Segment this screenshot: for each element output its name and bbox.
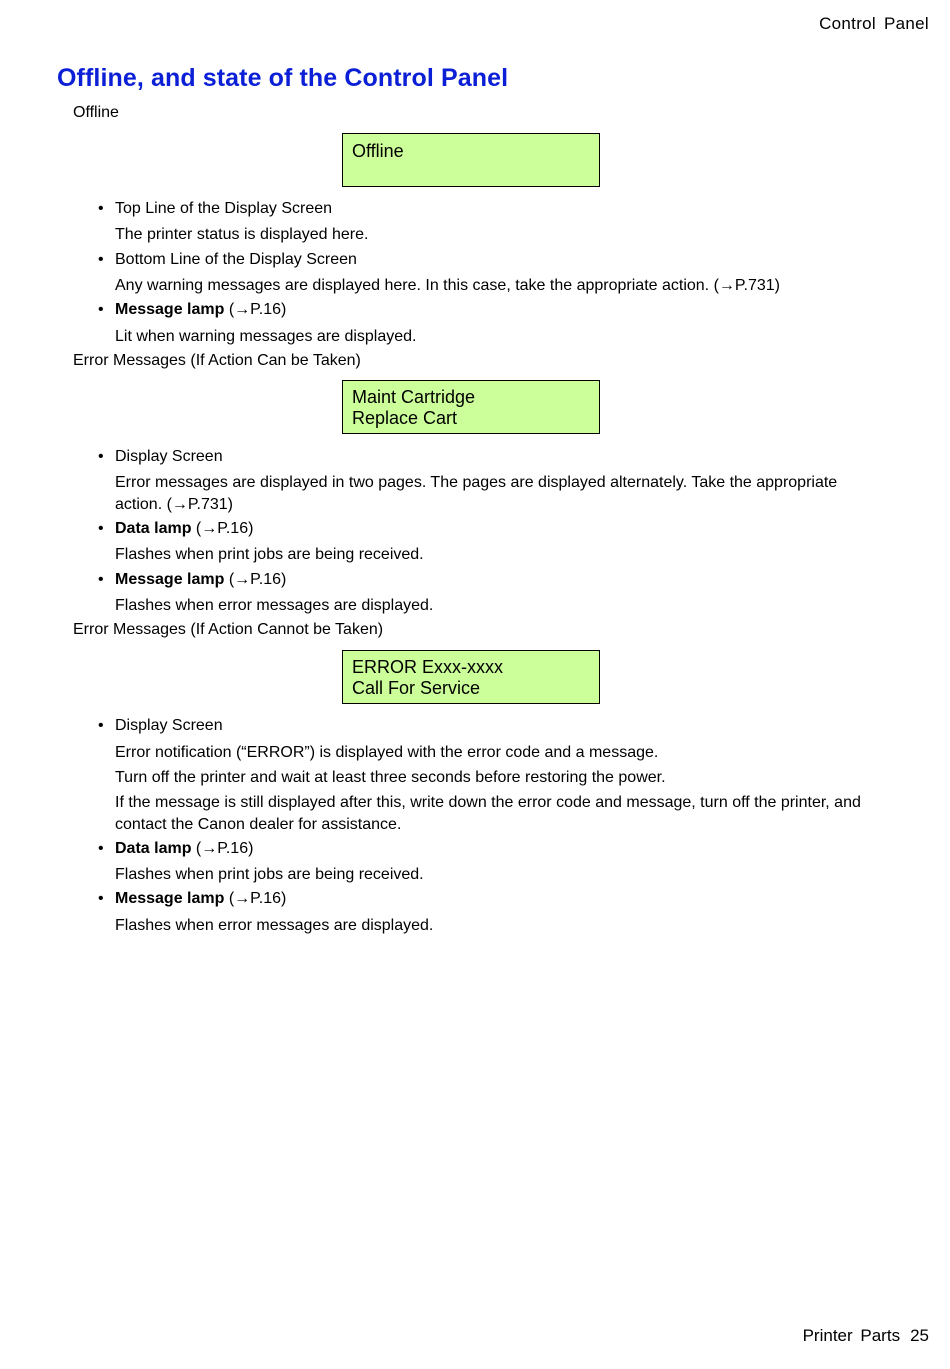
list-item-desc: Flashes when print jobs are being received. <box>115 546 424 563</box>
list-item-title: Data lamp (→P.16) <box>115 840 254 857</box>
lcd-top-line: Offline <box>352 141 404 161</box>
lcd-top-line: Maint Cartridge <box>352 387 476 407</box>
bullet: • <box>98 571 104 588</box>
running-header: Control Panel <box>819 14 929 33</box>
bullet: • <box>98 200 104 217</box>
list-item-title: Bottom Line of the Display Screen <box>115 251 357 268</box>
list-item-title: Data lamp (→P.16) <box>115 520 254 537</box>
page-title: Offline, and state of the Control Panel <box>57 64 509 92</box>
page-footer <box>803 1326 929 1346</box>
list-item-desc: The printer status is displayed here. <box>115 226 369 243</box>
list-item-desc: Flashes when error messages are displayed. <box>115 917 434 934</box>
list-item-title: Message lamp (→P.16) <box>115 571 287 588</box>
list-item-desc: Flashes when error messages are displayed. <box>115 597 434 614</box>
bullet: • <box>98 890 104 907</box>
list-item-title: Message lamp (→P.16) <box>115 301 287 318</box>
bullet: • <box>98 251 104 268</box>
section-label-error-fatal: Error Messages (If Action Cannot be Taken) <box>73 621 384 638</box>
footer-chapter: Printer Parts <box>802 1326 901 1345</box>
lcd-top-line: ERROR Exxx-xxxx <box>352 657 504 677</box>
lcd-bottom-line: Replace Cart <box>352 408 458 428</box>
section-label-offline: Offline <box>73 104 119 121</box>
lcd-display-error-fatal <box>342 650 600 704</box>
lcd-display-error-recoverable <box>342 380 600 434</box>
lcd-display-offline <box>342 133 600 187</box>
list-item-title: Display Screen <box>115 717 223 734</box>
lcd-bottom-line: Call For Service <box>352 678 481 698</box>
list-item-desc: Turn off the printer and wait at least three seconds before restoring the power. <box>115 769 666 786</box>
list-item-desc: If the message is still displayed after this, write down the error code and message, turn off the printer, and contact the Canon dealer for assistance. <box>115 794 861 833</box>
lcd-bottom-line <box>343 162 599 183</box>
list-item-desc: Error notification (“ERROR”) is displayed with the error code and a message. <box>115 744 659 761</box>
bullet: • <box>98 717 104 734</box>
list-item-title: Top Line of the Display Screen <box>115 200 333 217</box>
bullet: • <box>98 301 104 318</box>
list-item-desc: Flashes when print jobs are being received. <box>115 866 424 883</box>
section-label-error-recoverable: Error Messages (If Action Can be Taken) <box>73 352 361 369</box>
bullet: • <box>98 840 104 857</box>
page-number: 25 <box>910 1326 929 1345</box>
list-item-desc: Lit when warning messages are displayed. <box>115 328 417 345</box>
bullet: • <box>98 520 104 537</box>
list-item-title: Message lamp (→P.16) <box>115 890 287 907</box>
list-item-desc: Any warning messages are displayed here. In this case, take the appropriate action. (→P.731) <box>115 277 780 294</box>
bullet: • <box>98 448 104 465</box>
list-item-desc: Error messages are displayed in two pages. The pages are displayed alternately. Take the appropriate action. (→P.731) <box>115 474 838 513</box>
list-item-title: Display Screen <box>115 448 223 465</box>
